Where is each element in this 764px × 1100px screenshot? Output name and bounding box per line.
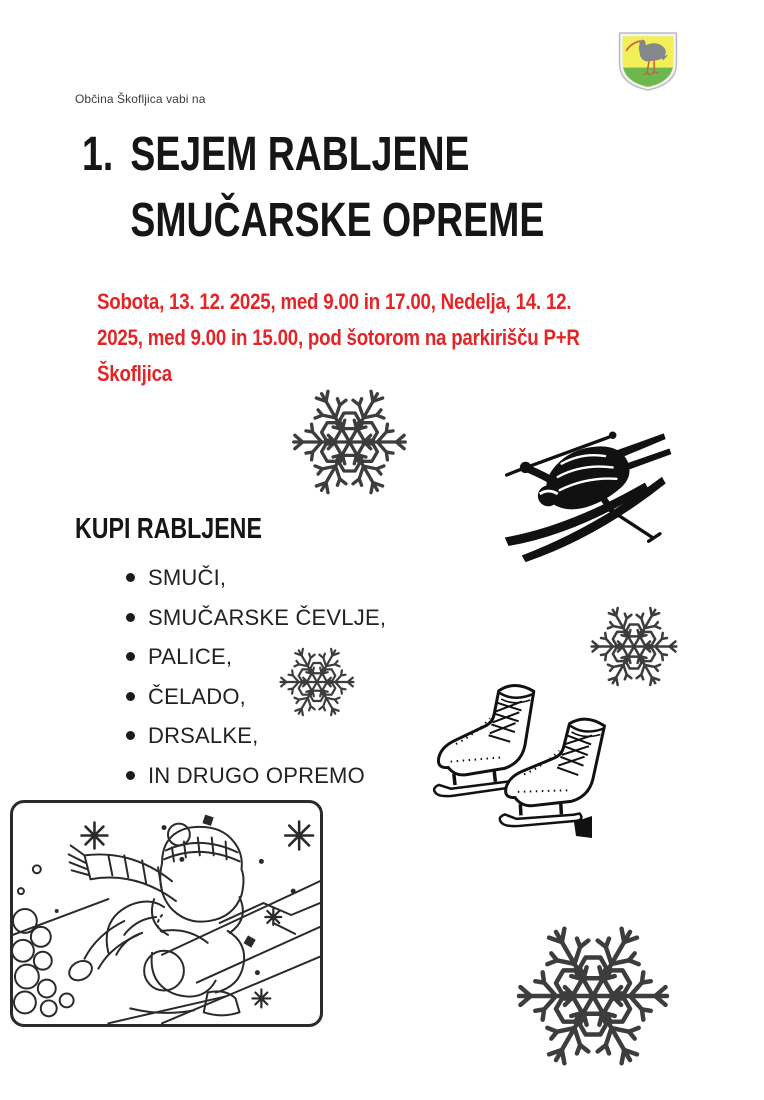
- title-line2: SMUČARSKE OPREME: [130, 194, 545, 247]
- list-item: PALICE,: [125, 637, 386, 677]
- list-item: ČELADO,: [125, 677, 386, 717]
- event-details: Sobota, 13. 12. 2025, med 9.00 in 17.00, Nedelja, 14. 12. 2025, med 9.00 in 15.00, pod šotorom na parkirišču P+R Škofljica: [97, 289, 580, 386]
- ice-skates-clipart-icon: [424, 672, 610, 864]
- section-heading: KUPI RABLJENE: [75, 513, 262, 545]
- list-item: IN DRUGO OPREMO: [125, 756, 386, 796]
- title-number: 1.: [82, 128, 114, 181]
- municipal-coat-of-arms-icon: [616, 31, 680, 92]
- snowflake-icon: [277, 644, 357, 720]
- sledding-child-illustration: [10, 800, 323, 1027]
- list-item: SMUČI,: [125, 558, 386, 598]
- list-item: DRSALKE,: [125, 716, 386, 756]
- snowflake-icon: [515, 919, 671, 1073]
- title-line1: SEJEM RABLJENE: [130, 128, 470, 181]
- intro-text: Občina Škofljica vabi na: [75, 92, 206, 106]
- page-title: [82, 122, 675, 254]
- skier-clipart-icon: [498, 422, 680, 564]
- list-item: SMUČARSKE ČEVLJE,: [125, 598, 386, 638]
- snowflake-icon: [286, 384, 413, 500]
